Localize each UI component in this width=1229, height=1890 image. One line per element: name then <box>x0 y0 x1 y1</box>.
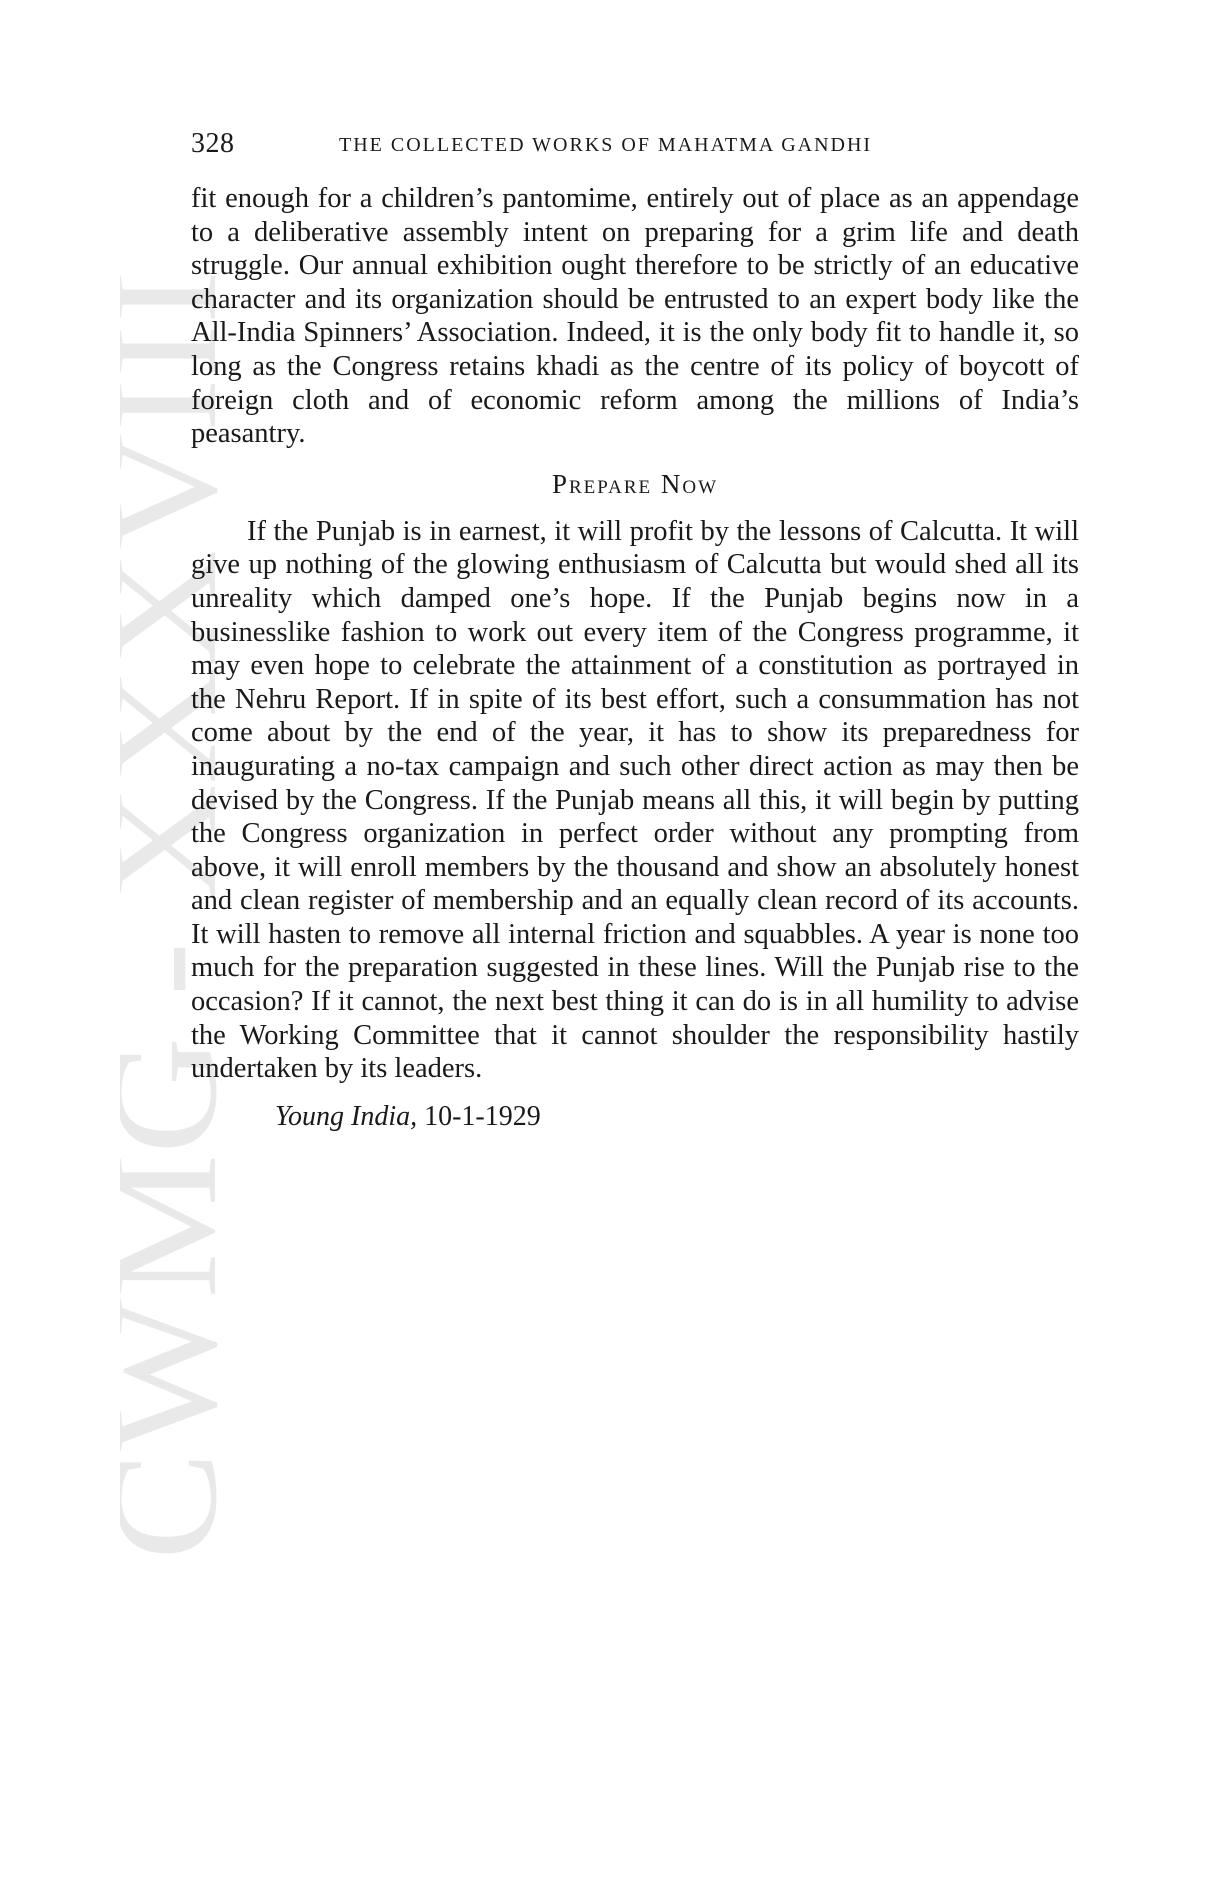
paragraph-punjab: If the Punjab is in earnest, it will profit by the lessons of Calcutta. It will give up nothing of the glowing enthusiasm of Calcutta but would shed all its unreality which damped one’s hope. If the Punjab begins now in a businesslike fashion to work out every item of the Congress programme, it may even hope to celebrate the attainment of a constitution as portrayed in the Nehru Report. If in spite of its best effort, such a consummation has not come about by the end of the year, it has to show its preparedness for inaugurating a no-tax campaign and such other direct action as may then be devised by the Congress. If the Punjab means all this, it will begin by putting the Congress organization in perfect order without any prompting from above, it will enroll members by the thousand and show an absolutely honest and clean register of membership and an equally clean record of its accounts. It will hasten to remove all internal friction and squabbles. A year is none too much for the preparation suggested in these lines. Will the Punjab rise to the occasion? If it cannot, the next best thing it can do is in all humility to advise the Working Committee that it cannot shoulder the responsibility hastily undertaken by its leaders. <box>191 515 1079 1085</box>
running-head: THE COLLECTED WORKS OF MAHATMA GANDHI <box>339 134 873 156</box>
section-heading: Prepare Now <box>551 468 719 499</box>
page-number: 328 <box>191 128 235 159</box>
source-citation <box>191 1100 1079 1134</box>
page-body <box>191 182 1079 1134</box>
watermark-text: CWMG XXXVIII <box>120 368 240 1560</box>
paragraph-continued: fit enough for a children’s pantomime, entirely out of place as an appendage to a deliberative assembly intent on preparing for a grim life and death struggle. Our annual exhibition ought therefore to be strictly of an educative character and its organization should be entrusted to an expert body like the All-India Spinners’ Association. Indeed, it is the only body fit to handle it, so long as the Congress retains khadi as the centre of its policy of boycott of foreign cloth and of economic reform among the millions of India’s peasantry. <box>191 183 1079 450</box>
source-publication: Young India, <box>275 1100 418 1132</box>
page-header <box>191 128 1079 168</box>
source-date: 10-1-1929 <box>424 1100 541 1132</box>
